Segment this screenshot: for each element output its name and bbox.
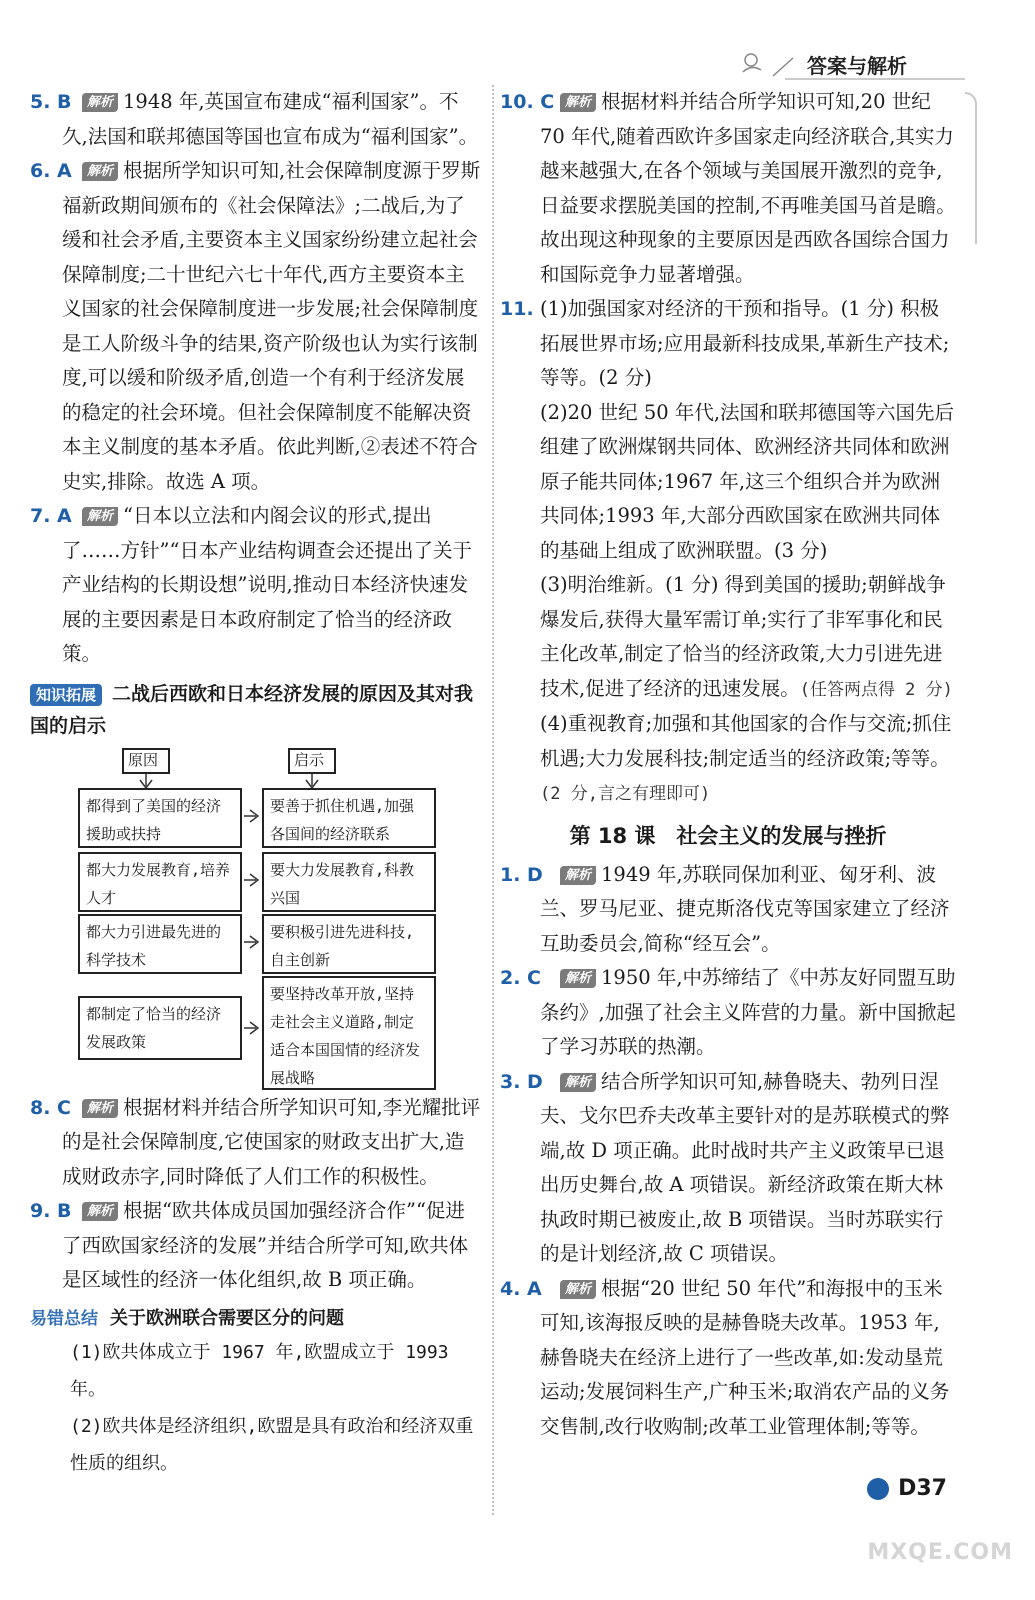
analysis-badge: 解析 <box>82 1202 118 1221</box>
error-note: (2)欧共体是经济组织,欧盟是具有政治和经济双重性质的组织。 <box>70 1415 474 1474</box>
page-footer <box>867 1476 947 1512</box>
answer-item <box>30 1194 482 1298</box>
answer-item <box>500 1065 956 1272</box>
question-number: 3. D <box>500 1070 543 1093</box>
watermark: MXQE.COM <box>867 1540 1013 1565</box>
cause-box: 都大力发展教育,培养人才 <box>78 852 242 912</box>
error-summary-heading: 关于欧洲联合需要区分的问题 <box>110 1307 344 1329</box>
question-number: 11. <box>500 298 534 320</box>
analysis-badge: 解析 <box>560 866 596 885</box>
header-title: 答案与解析 <box>807 54 907 78</box>
knowledge-extension-badge: 知识拓展 <box>30 684 102 706</box>
analysis-badge: 解析 <box>82 162 118 181</box>
page-marker-icon <box>867 1478 889 1500</box>
question-number: 1. D <box>500 863 543 886</box>
answer-item <box>500 961 956 1065</box>
error-summary-badge: 易错总结 <box>30 1308 98 1329</box>
cause-box: 都制定了恰当的经济发展政策 <box>78 996 242 1060</box>
lesson-title: 第 18 课 社会主义的发展与挫折 <box>569 823 887 848</box>
answer-text: 1949 年,苏联同保加利亚、匈牙利、波兰、罗马尼亚、捷克斯洛伐克等国家建立了经济互助委员会,简称“经互会”。 <box>540 862 950 955</box>
answer-item <box>30 499 482 672</box>
answer-text: 1950 年,中苏缔结了《中苏友好同盟互助条约》,加强了社会主义阵营的力量。新中国掀起了学习苏联的热潮。 <box>540 966 956 1058</box>
page-tab-decoration <box>965 92 977 244</box>
answer-item <box>500 85 956 292</box>
right-column <box>500 85 956 1444</box>
answer-text: 根据所学知识可知,社会保障制度源于罗斯福新政期间颁布的《社会保障法》;二战后,为了缓和社会矛盾,主要资本主义国家纷纷建立起社会保障制度;二十世纪六七十年代,西方主要资本主义国家的社会保障制度进一步发展;社会保障制度是工人阶级斗争的结果,资产阶级也认为实行该制度,可以缓和阶级矛盾,创造一个有利于经济发展的稳定的社会环境。但社会保障制度不能解决资本主义制度的基本矛盾。依此判断,②表述不符合史实,排除。故选 A 项。 <box>62 159 481 493</box>
cause-header-box: 原因 <box>122 748 170 774</box>
answer-text: 结合所学知识可知,赫鲁晓夫、勃列日涅夫、戈尔巴乔夫改革主要针对的是苏联模式的弊端,故 D 项正确。此时战时共产主义政策早已退出历史舞台,故 A 项错误。新经济政策在斯大林执政时期已被废止,故 B 项错误。当时苏联实行的是计划经济,故 C 项错误。 <box>540 1069 950 1265</box>
answer-text: (1)加强国家对经济的干预和指导。(1 分) 积极拓展世界市场;应用最新科技成果,革新生产技术;等等。(2 分) <box>540 297 950 389</box>
handwritten-note: (2 分,言之有理即可) <box>540 784 711 804</box>
answer-text: (4)重视教育;加强和其他国家的合作与交流;抓住机遇;大力发展科技;制定适当的经济政策;等等。 <box>540 712 952 770</box>
error-summary-title <box>30 1304 482 1334</box>
cause-insight-flowchart <box>30 746 482 1091</box>
analysis-badge: 解析 <box>82 507 118 526</box>
handwritten-note: (任答两点得 2 分) <box>799 679 953 700</box>
cause-box: 都大力引进最先进的科学技术 <box>78 914 242 974</box>
answer-text: 根据材料并结合所学知识可知,20 世纪 70 年代,随着西欧许多国家走向经济联合,其实力越来越强大,在各个领域与美国展开激烈的竞争,日益要求摆脱美国的控制,不再唯美国马首是瞻。故出现这种现象的主要原因是西欧各国综合国力和国际竞争力显著增强。 <box>540 90 956 286</box>
answer-item <box>500 1272 956 1445</box>
knowledge-extension-title <box>30 678 482 742</box>
cause-box: 都得到了美国的经济援助或扶持 <box>78 788 242 848</box>
answer-text: 根据“20 世纪 50 年代”和海报中的玉米可知,该海报反映的是赫鲁晓夫改革。1953 年,赫鲁晓夫在经济上进行了一些改革,如:发动垦荒运动;发展饲料生产,广种玉米;取消农产品的义务交售制,改行收购制;改革工业管理体制;等等。 <box>540 1276 950 1438</box>
question-number: 7. A <box>30 505 72 527</box>
insight-box: 要大力发展教育,科教兴国 <box>262 852 436 912</box>
header-rule <box>785 78 965 80</box>
answer-text: 1948 年,英国宣布建成“福利国家”。不久,法国和联邦德国等国也宣布成为“福利国家”。 <box>62 90 479 148</box>
question-number: 10. C <box>500 91 555 113</box>
answer-text: 根据“欧共体成员国加强经济合作”“促进了西欧国家经济的发展”并结合所学可知,欧共体是区域性的经济一体化组织,故 B 项正确。 <box>62 1199 469 1291</box>
answer-paragraph <box>500 568 956 707</box>
page-header <box>737 42 957 82</box>
question-number: 4. A <box>500 1277 542 1300</box>
insight-box: 要坚持改革开放,坚持走社会主义道路,制定适合本国国情的经济发展战略 <box>262 976 436 1090</box>
doodle-icon <box>737 48 797 78</box>
answer-text: “日本以立法和内阁会议的形式,提出了……方针”“日本产业结构调查会还提出了关于产业结构的长期设想”说明,推动日本经济快速发展的主要因素是日本政府制定了恰当的经济政策。 <box>62 504 472 665</box>
insight-box: 要善于抓住机遇,加强各国间的经济联系 <box>262 788 436 848</box>
answer-text: (3)明治维新。(1 分) 得到美国的援助;朝鲜战争爆发后,获得大量军需订单;实行了非军事化和民主化改革,制定了恰当的经济政策,大力引进先进技术,促进了经济的迅速发展。 <box>540 573 946 700</box>
analysis-badge: 解析 <box>560 969 596 988</box>
answer-paragraph: (2)20 世纪 50 年代,法国和联邦德国等六国先后组建了欧洲煤钢共同体、欧洲经济共同体和欧洲原子能共同体;1967 年,这三个组织合并为欧洲共同体;1993 年,大部分西欧国家在欧洲共同体的基础上组成了欧洲联盟。(3 分) <box>540 400 955 562</box>
question-number: 2. C <box>500 967 541 989</box>
answer-item <box>30 1091 482 1195</box>
left-column <box>30 85 482 1482</box>
analysis-badge: 解析 <box>560 1073 596 1092</box>
error-note: (1)欧共体成立于 1967 年,欧盟成立于 1993 年。 <box>70 1341 449 1400</box>
answer-text: 根据材料并结合所学知识可知,李光耀批评的是社会保障制度,它使国家的财政支出扩大,造成财政赤字,同时降低了人们工作的积极性。 <box>62 1095 481 1188</box>
answer-item <box>30 154 482 499</box>
analysis-badge: 解析 <box>560 1280 596 1299</box>
answer-paragraph <box>500 707 956 812</box>
analysis-badge: 解析 <box>560 93 596 112</box>
column-divider <box>492 85 494 1515</box>
question-number: 5. B <box>30 91 72 113</box>
insight-box: 要积极引进先进科技,自主创新 <box>262 914 436 974</box>
answer-item <box>500 858 956 962</box>
question-number: 8. C <box>30 1096 71 1119</box>
extension-heading: 二战后西欧和日本经济发展的原因及其对我国的启示 <box>30 682 474 737</box>
question-number: 6. A <box>30 160 72 182</box>
analysis-badge: 解析 <box>82 1099 118 1118</box>
insight-header-box: 启示 <box>288 748 336 774</box>
answer-item <box>500 292 956 396</box>
analysis-badge: 解析 <box>82 93 118 112</box>
question-number: 9. B <box>30 1200 72 1222</box>
page-number: D37 <box>898 1476 947 1501</box>
answer-item <box>30 85 482 154</box>
